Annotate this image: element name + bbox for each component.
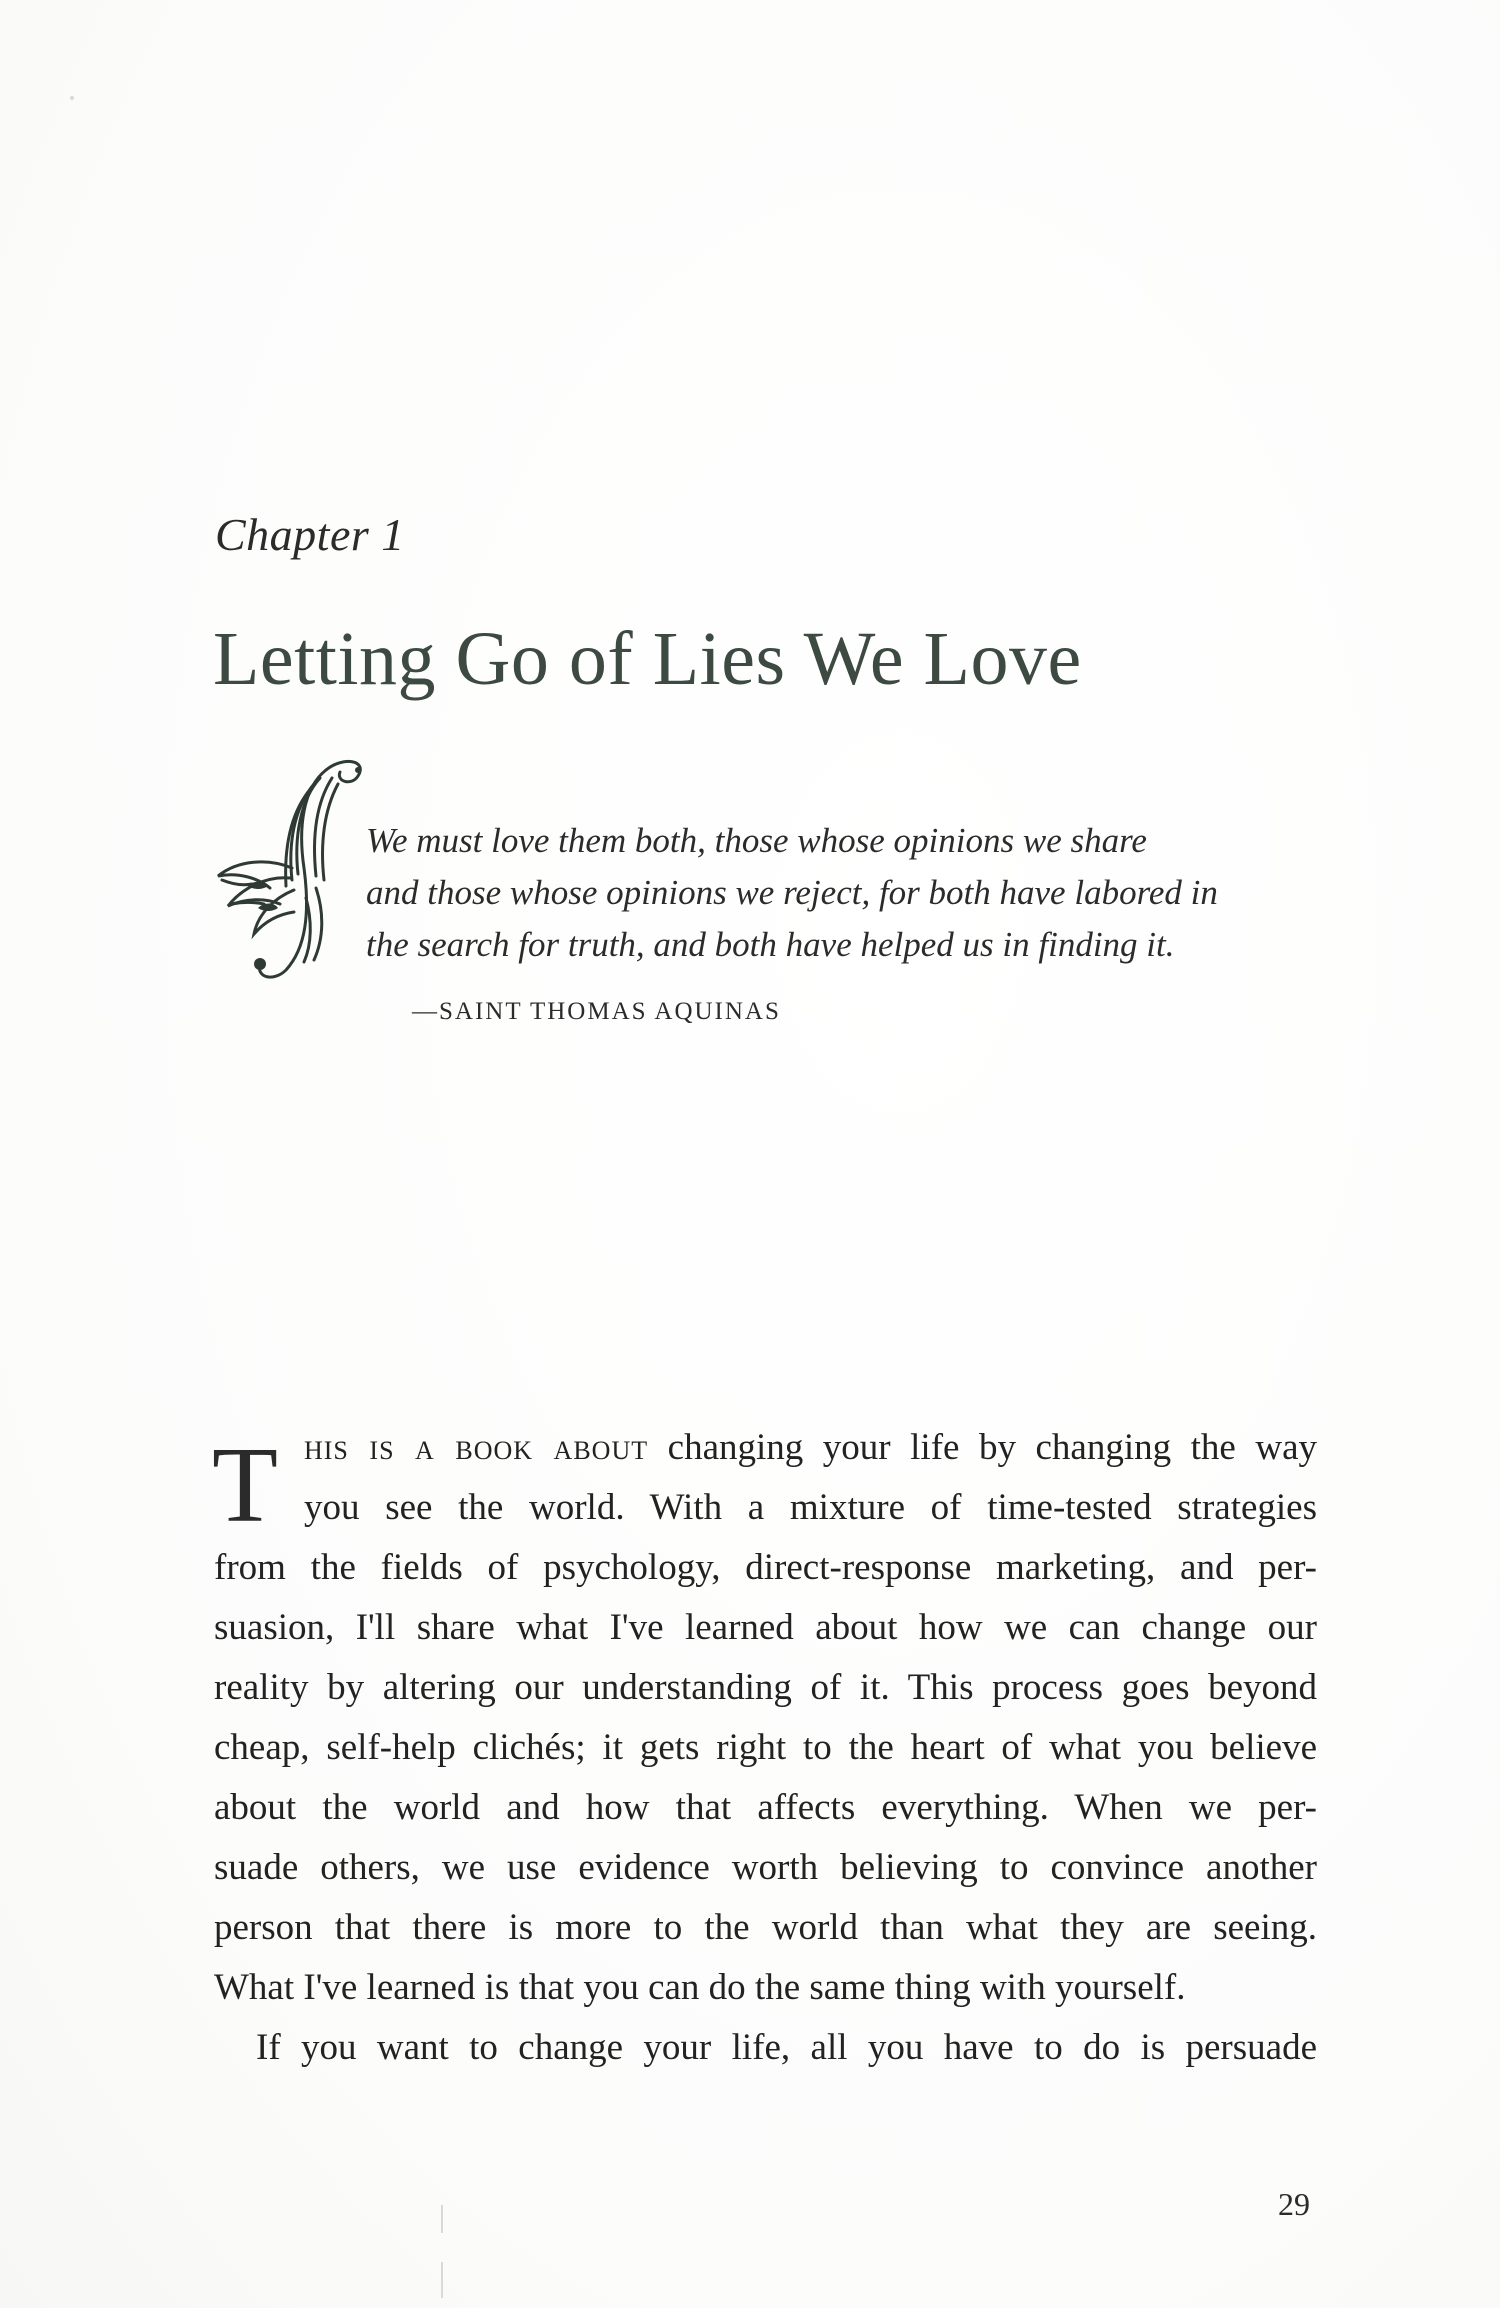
chapter-label: Chapter 1 bbox=[215, 509, 405, 560]
chapter-title: Letting Go of Lies We Love bbox=[213, 617, 1082, 701]
scan-speck bbox=[70, 96, 74, 100]
body-line: reality by altering our understanding of it. This process goes beyond bbox=[214, 1667, 1317, 1708]
body-line: you see the world. With a mixture of time-tested strategies bbox=[304, 1487, 1317, 1528]
body-line-text: changing your life by changing the way bbox=[667, 1427, 1318, 1468]
drop-cap: T bbox=[212, 1426, 278, 1545]
body-line: person that there is more to the world than what they are seeing. bbox=[214, 1907, 1317, 1948]
epigraph-quote bbox=[366, 815, 1266, 971]
epigraph-line: We must love them both, those whose opinions we share bbox=[366, 821, 1147, 860]
body-line: suasion, I'll share what I've learned about how we can change our bbox=[214, 1607, 1317, 1648]
body-line bbox=[214, 1418, 1317, 1478]
epigraph-line: and those whose opinions we reject, for both have labored in bbox=[366, 873, 1218, 912]
body-line: from the fields of psychology, direct-response marketing, and per- bbox=[214, 1547, 1317, 1588]
scan-line-mark bbox=[441, 2262, 443, 2298]
acanthus-ornament-icon bbox=[208, 748, 368, 986]
body-line: about the world and how that affects everything. When we per- bbox=[214, 1787, 1317, 1828]
body-line: What I've learned is that you can do the same thing with yourself. bbox=[214, 1967, 1186, 2008]
epigraph-line: the search for truth, and both have helped us in finding it. bbox=[366, 925, 1175, 964]
body-line: cheap, self-help clichés; it gets right to the heart of what you believe bbox=[214, 1727, 1317, 1768]
epigraph-attribution: —SAINT THOMAS AQUINAS bbox=[412, 998, 781, 1025]
scan-line-mark bbox=[441, 2205, 443, 2233]
opening-smallcaps: his is a book about bbox=[304, 1427, 649, 1468]
page-number: 29 bbox=[1278, 2186, 1310, 2222]
body-line: suade others, we use evidence worth believing to convince another bbox=[214, 1847, 1317, 1888]
body-line: If you want to change your life, all you have to do is persuade bbox=[256, 2027, 1317, 2068]
body-paragraphs bbox=[214, 1418, 1317, 2078]
